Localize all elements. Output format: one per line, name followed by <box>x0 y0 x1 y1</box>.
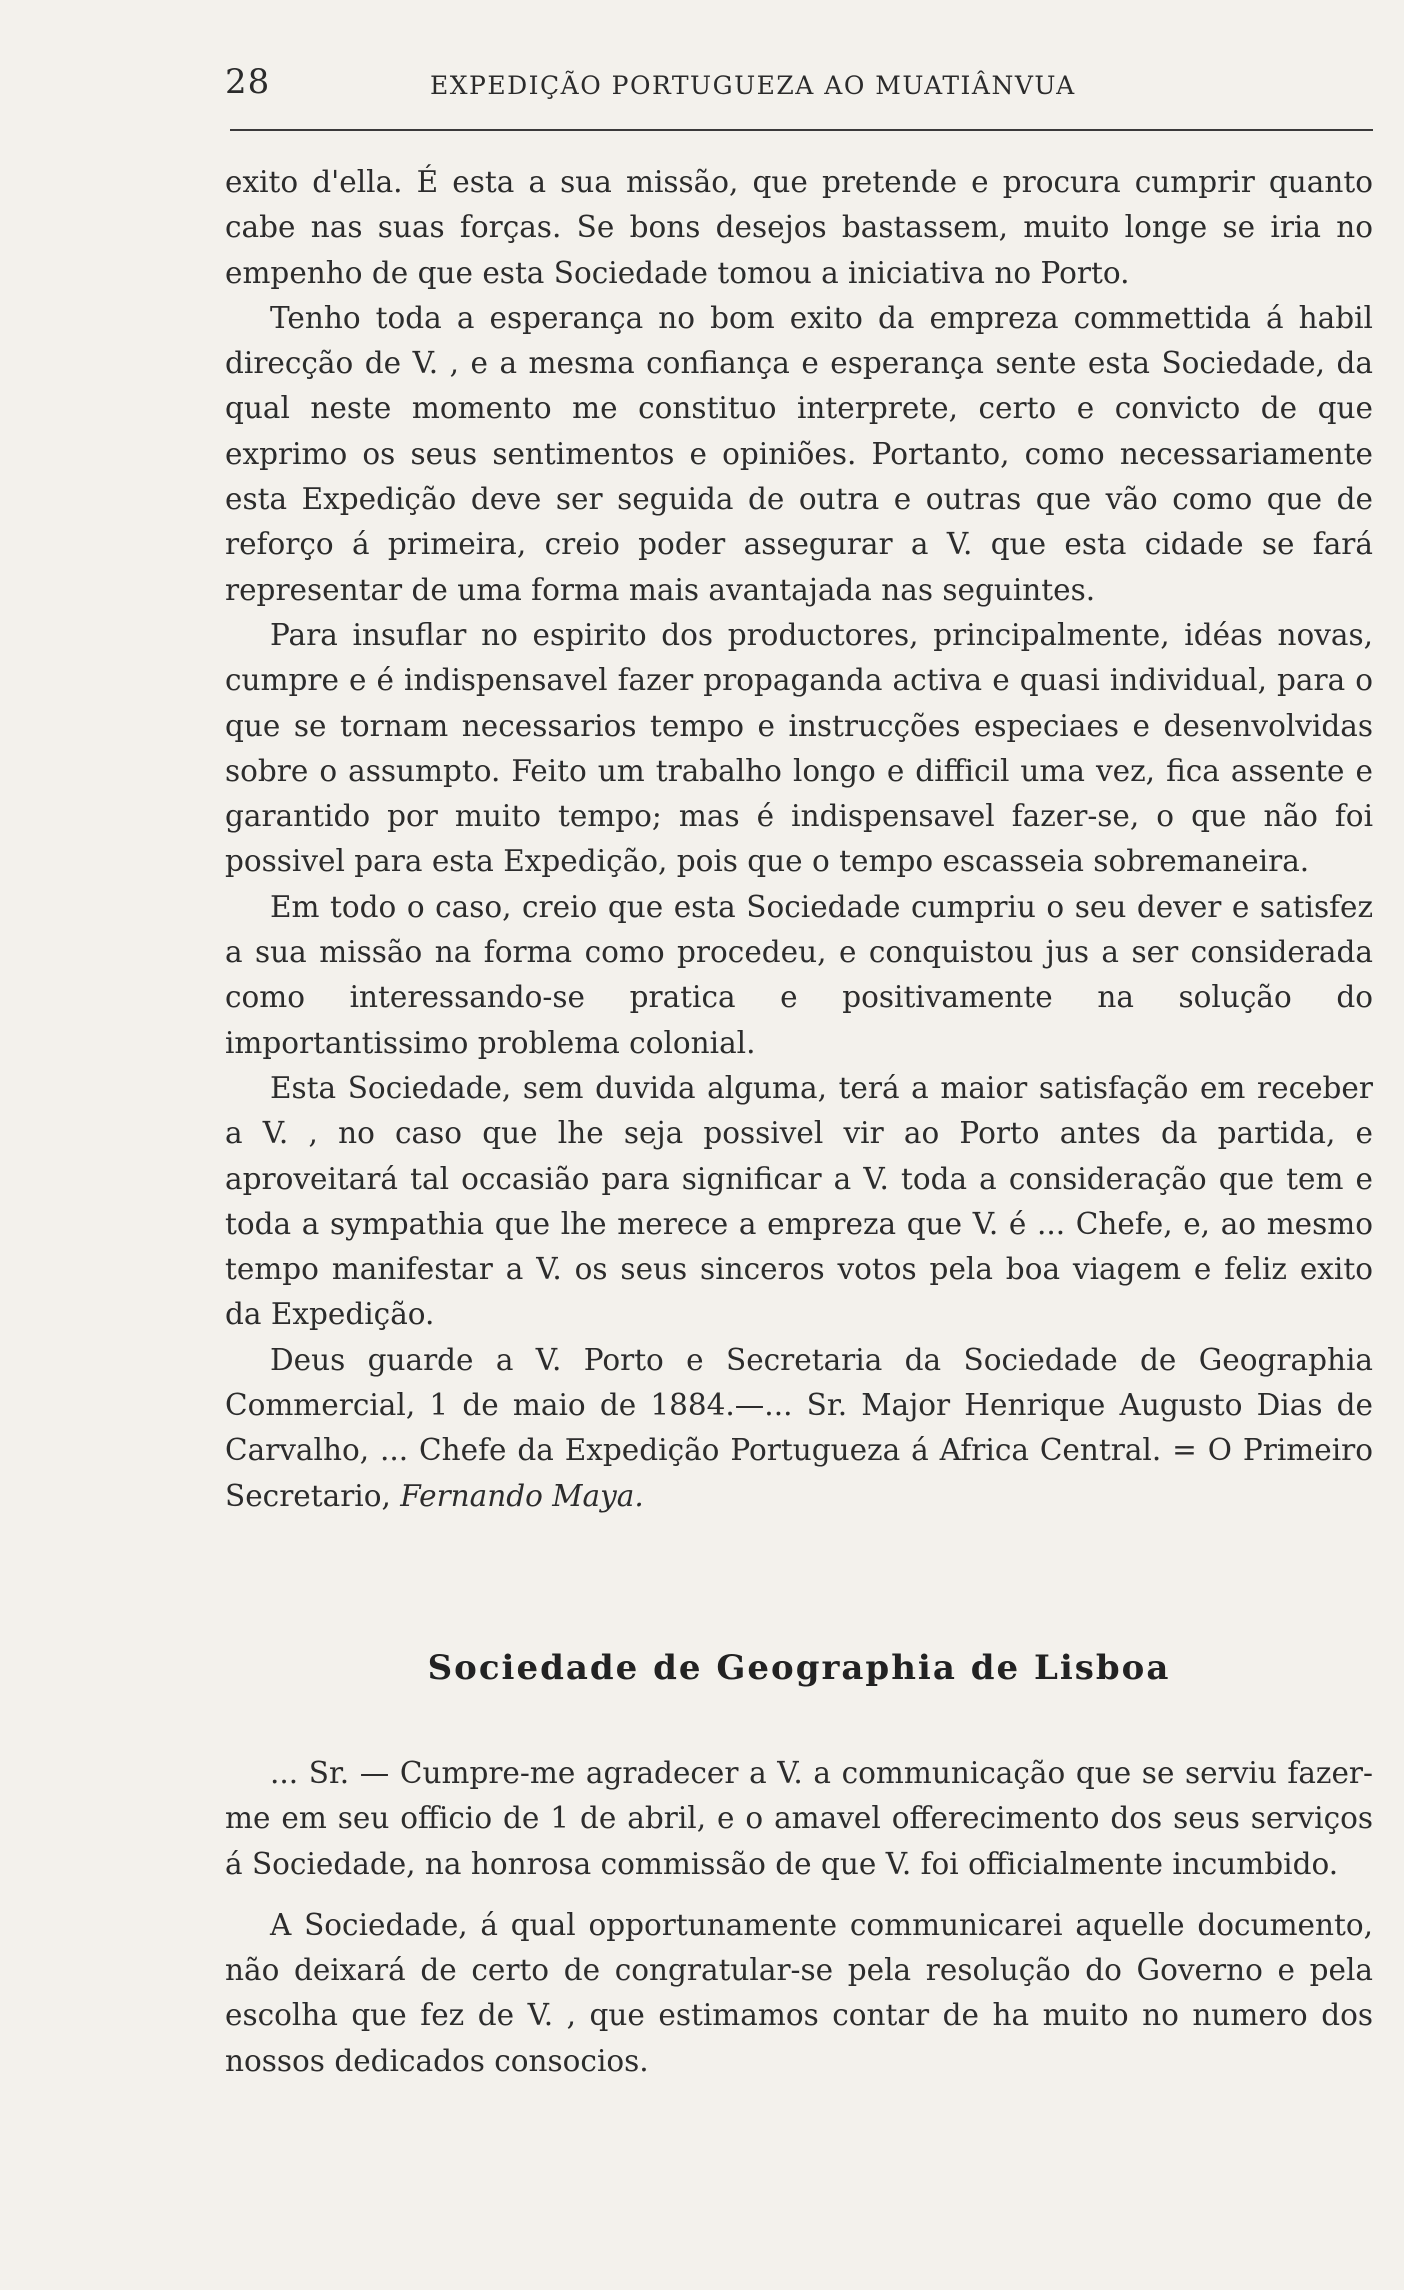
page-number: 28 <box>225 62 271 102</box>
paragraph: exito d'ella. É esta a sua missão, que pretende e procura cumprir quanto cabe nas suas forças. Se bons desejos bastassem, muito longe se iria no empenho de que esta Sociedade tomou a iniciativa no Porto. <box>225 165 1373 290</box>
paragraph: Tenho toda a esperança no bom exito da empreza commettida á habil direcção de V. , e a mesma confiança e esperança sente esta Sociedade, da qual neste momento me constituo interprete, certo e convicto de que exprimo os seus sentimentos e opiniões. Portanto, como necessariamente esta Expedição deve ser seguida de outra e outras que vão como que de reforço á primeira, creio poder assegurar a V. que esta cidade se fará representar de uma forma mais avantajada nas seguintes. <box>225 300 1373 607</box>
section-title: Sociedade de Geographia de Lisboa <box>427 1648 1171 1688</box>
signature: Fernando Maya. <box>400 1478 644 1513</box>
closing-text: Deus guarde a V. Porto e Secretaria da Sociedade de Geographia Commercial, 1 de maio de 1884.—... Sr. Major Henrique Augusto Dias de Carvalho, ... Chefe da Expedição Portugueza á Africa Central. = O Primeiro Secretario, <box>225 1342 1373 1513</box>
page-header <box>225 62 1375 108</box>
paragraph: Em todo o caso, creio que esta Sociedade cumpriu o seu dever e satisfez a sua missão na forma como procedeu, e conquistou jus a ser considerada como interessando-se pratica e positivamente na solução do importantissimo problema colonial. <box>225 889 1373 1060</box>
letter-lisboa <box>225 1751 1373 2084</box>
header-rule <box>230 129 1373 131</box>
paragraph: Para insuflar no espirito dos productores, principalmente, idéas novas, cumpre e é indispensavel fazer propaganda activa e quasi individual, para o que se tornam necessarios tempo e instrucções especiaes e desenvolvidas sobre o assumpto. Feito um trabalho longo e difficil uma vez, fica assente e garantido por muito tempo; mas é indispensavel fazer-se, o que não foi possivel para esta Expedição, pois que o tempo escasseia sobremaneira. <box>225 617 1373 879</box>
paragraph: Esta Sociedade, sem duvida alguma, terá a maior satisfação em receber a V. , no caso que lhe seja possivel vir ao Porto antes da partida, e aproveitará tal occasião para significar a V. toda a consideração que tem e toda a sympathia que lhe merece a empreza que V. é ... Chefe, e, ao mesmo tempo manifestar a V. os seus sinceros votos pela boa viagem e feliz exito da Expedição. <box>225 1070 1373 1332</box>
closing-paragraph <box>225 1338 1373 1519</box>
paragraph: ... Sr. — Cumpre-me agradecer a V. a communicação que se serviu fazer-me em seu officio de 1 de abril, e o amavel offerecimento dos seus serviços á Sociedade, na honrosa commissão de que V. foi officialmente incumbido. <box>225 1756 1373 1881</box>
paragraph: A Sociedade, á qual opportunamente communicarei aquelle documento, não deixará de certo de congratular-se pela resolução do Governo e pela escolha que fez de V. , que estimamos contar de ha muito no numero dos nossos dedicados consocios. <box>225 1907 1373 2078</box>
letter-porto <box>225 160 1373 1519</box>
running-title: EXPEDIÇÃO PORTUGUEZA AO MUATIÂNVUA <box>430 71 1076 100</box>
